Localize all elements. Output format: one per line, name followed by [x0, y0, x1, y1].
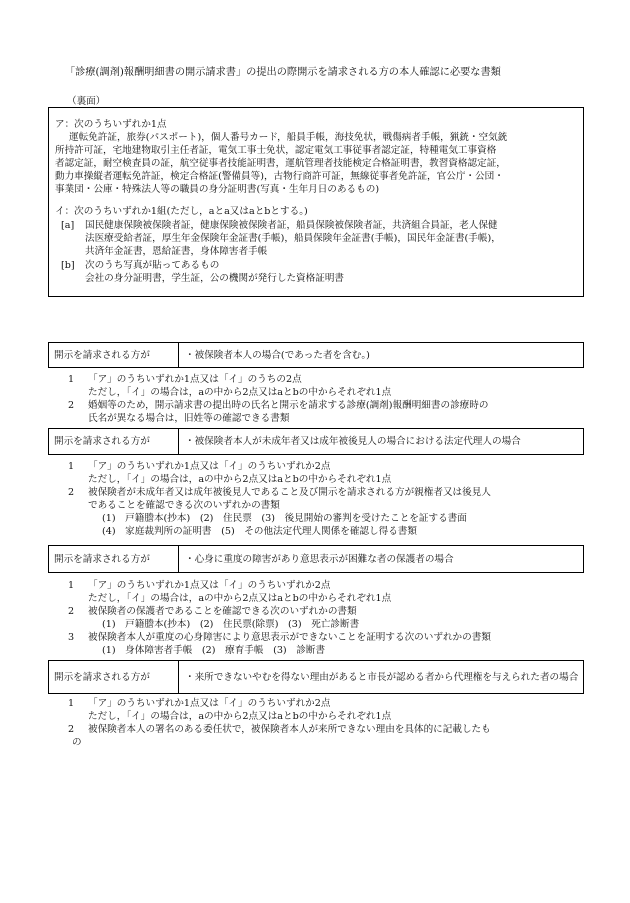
requirement-line: 2 被保険者本人の署名のある委任状で，被保険者本人が来所できない理由を具体的に記載したも	[68, 724, 491, 735]
case-description: ・被保険者本人が未成年者又は成年被後見人の場合における法定代理人の場合	[185, 436, 521, 447]
requirement-line: ただし，「イ」の場合は，aの中から2点又はaとbの中からそれぞれ1点	[88, 474, 392, 485]
case-label: 開示を請求される方が	[49, 661, 179, 693]
group-b-line: 会社の身分証明書，学生証，公の機関が発行した資格証明書	[85, 273, 345, 284]
requirement-line: 3 被保険者本人が重度の心身障害により意思表示ができないことを証明する次のいずれかの書類	[68, 632, 491, 643]
requirement-line: ただし，「イ」の場合は，aの中から2点又はaとbの中からそれぞれ1点	[88, 711, 392, 722]
requirement-line: 1 「ア」のうちいずれか1点又は「イ」のうちいずれか2点	[68, 461, 331, 472]
id-document-list-box	[48, 107, 584, 297]
category-i-header: イ：次のうちいずれか1組(ただし，aとa又はaとbとする。)	[55, 206, 308, 217]
case-description: ・被保険者本人の場合(であった者を含む。)	[185, 349, 370, 361]
category-a-line: 運転免許証，旅券(パスポート)，個人番号カード，船員手帳，海技免状，戦傷病者手帳，猟銃・空気銃	[69, 132, 508, 143]
requirement-line: 1 「ア」のうちいずれか1点又は「イ」のうちの2点	[68, 374, 302, 385]
requirement-line: (1) 身体障害者手帳 (2) 療育手帳 (3) 診断書	[102, 645, 326, 656]
requirement-line: 2 被保険者が未成年者又は成年被後見人であること及び開示を請求される方が親権者又は後見人	[68, 487, 491, 498]
group-a-line: 国民健康保険被保険者証，健康保険被保険者証，船員保険被保険者証，共済組合員証，老人保健	[85, 220, 498, 231]
group-a-line: 法医療受給者証，厚生年金保険年金証書(手帳)，船員保険年金証書(手帳)，国民年金証書(手帳)，	[85, 233, 501, 244]
case-requirements-insured-person	[68, 373, 578, 425]
case-row-legal-representative	[48, 428, 584, 455]
requirement-line: 1 「ア」のうちいずれか1点又は「イ」のうちいずれか2点	[68, 580, 331, 591]
requirement-line: (4) 家庭裁判所の証明書 (5) その他法定代理人関係を確認し得る書類	[102, 526, 417, 537]
case-requirements-authorized-agent	[68, 697, 578, 749]
requirement-line: (1) 戸籍謄本(抄本) (2) 住民票 (3) 後見開始の審判を受けたことを証する書面	[102, 513, 467, 524]
case-label: 開示を請求される方が	[49, 429, 179, 454]
case-row-insured-person	[48, 342, 584, 368]
category-a-header: ア：次のうちいずれか1点	[55, 119, 167, 130]
group-b-key: [b]	[61, 260, 75, 271]
case-description: ・来所できないやむを得ない理由があると市長が認める者から代理権を与えられた者の場合	[185, 671, 579, 683]
group-a-line: 共済年金証書，恩給証書，身体障害者手帳	[85, 246, 268, 257]
category-a-line: 者認定証，耐空検査員の証，航空従事者技能証明書，運航管理者技能検定合格証明書，教習資格認定証，	[55, 158, 506, 169]
case-row-authorized-agent	[48, 660, 584, 694]
requirement-line: (1) 戸籍謄本(抄本) (2) 住民票(除票) (3) 死亡診断書	[102, 619, 360, 630]
case-description: ・心身に重度の障害があり意思表示が困難な者の保護者の場合	[185, 553, 454, 565]
requirement-line: 氏名が異なる場合は，旧姓等の確認できる書類	[88, 413, 290, 424]
page-title: 「診療(調剤)報酬明細書の開示請求書」の提出の際開示を請求される方の本人確認に必要な書類	[65, 67, 501, 78]
case-requirements-guardian	[68, 579, 578, 657]
requirement-line: の	[72, 737, 82, 748]
category-a-line: 事業団・公庫・特殊法人等の職員の身分証明書(写真・生年月日のあるもの)	[55, 184, 380, 195]
requirement-line: 2 婚姻等のため，開示請求書の提出時の氏名と開示を請求する診療(調剤)報酬明細書の診療時の	[68, 400, 489, 411]
case-label: 開示を請求される方が	[49, 343, 179, 367]
group-b	[55, 259, 577, 285]
requirement-line: ただし，「イ」の場合は，aの中から2点又はaとbの中からそれぞれ1点	[88, 593, 392, 604]
requirement-line: 2 被保険者の保護者であることを確認できる次のいずれかの書類	[68, 606, 357, 617]
group-a-key: [a]	[61, 220, 75, 231]
category-a-line: 所持許可証，宅地建物取引主任者証，電気工事士免状，認定電気工事従事者認定証，特種電気工事資格	[55, 145, 497, 156]
group-b-line: 次のうち写真が貼ってあるもの	[85, 260, 220, 271]
requirement-line: 1 「ア」のうちいずれか1点又は「イ」のうちいずれか2点	[68, 698, 331, 709]
case-label: 開示を請求される方が	[49, 546, 179, 572]
case-requirements-legal-representative	[68, 460, 578, 538]
requirement-line: であることを確認できる次のいずれかの書類	[88, 500, 280, 511]
category-a-line: 動力車操縦者運転免許証，検定合格証(警備員等)，古物行商許可証，無線従事者免許証，官公庁・公団・	[55, 171, 504, 182]
group-a	[55, 219, 577, 258]
requirement-line: ただし，「イ」の場合は，aの中から2点又はaとbの中からそれぞれ1点	[88, 387, 392, 398]
reverse-side-label: （裏面）	[67, 96, 106, 107]
case-row-guardian	[48, 545, 584, 573]
